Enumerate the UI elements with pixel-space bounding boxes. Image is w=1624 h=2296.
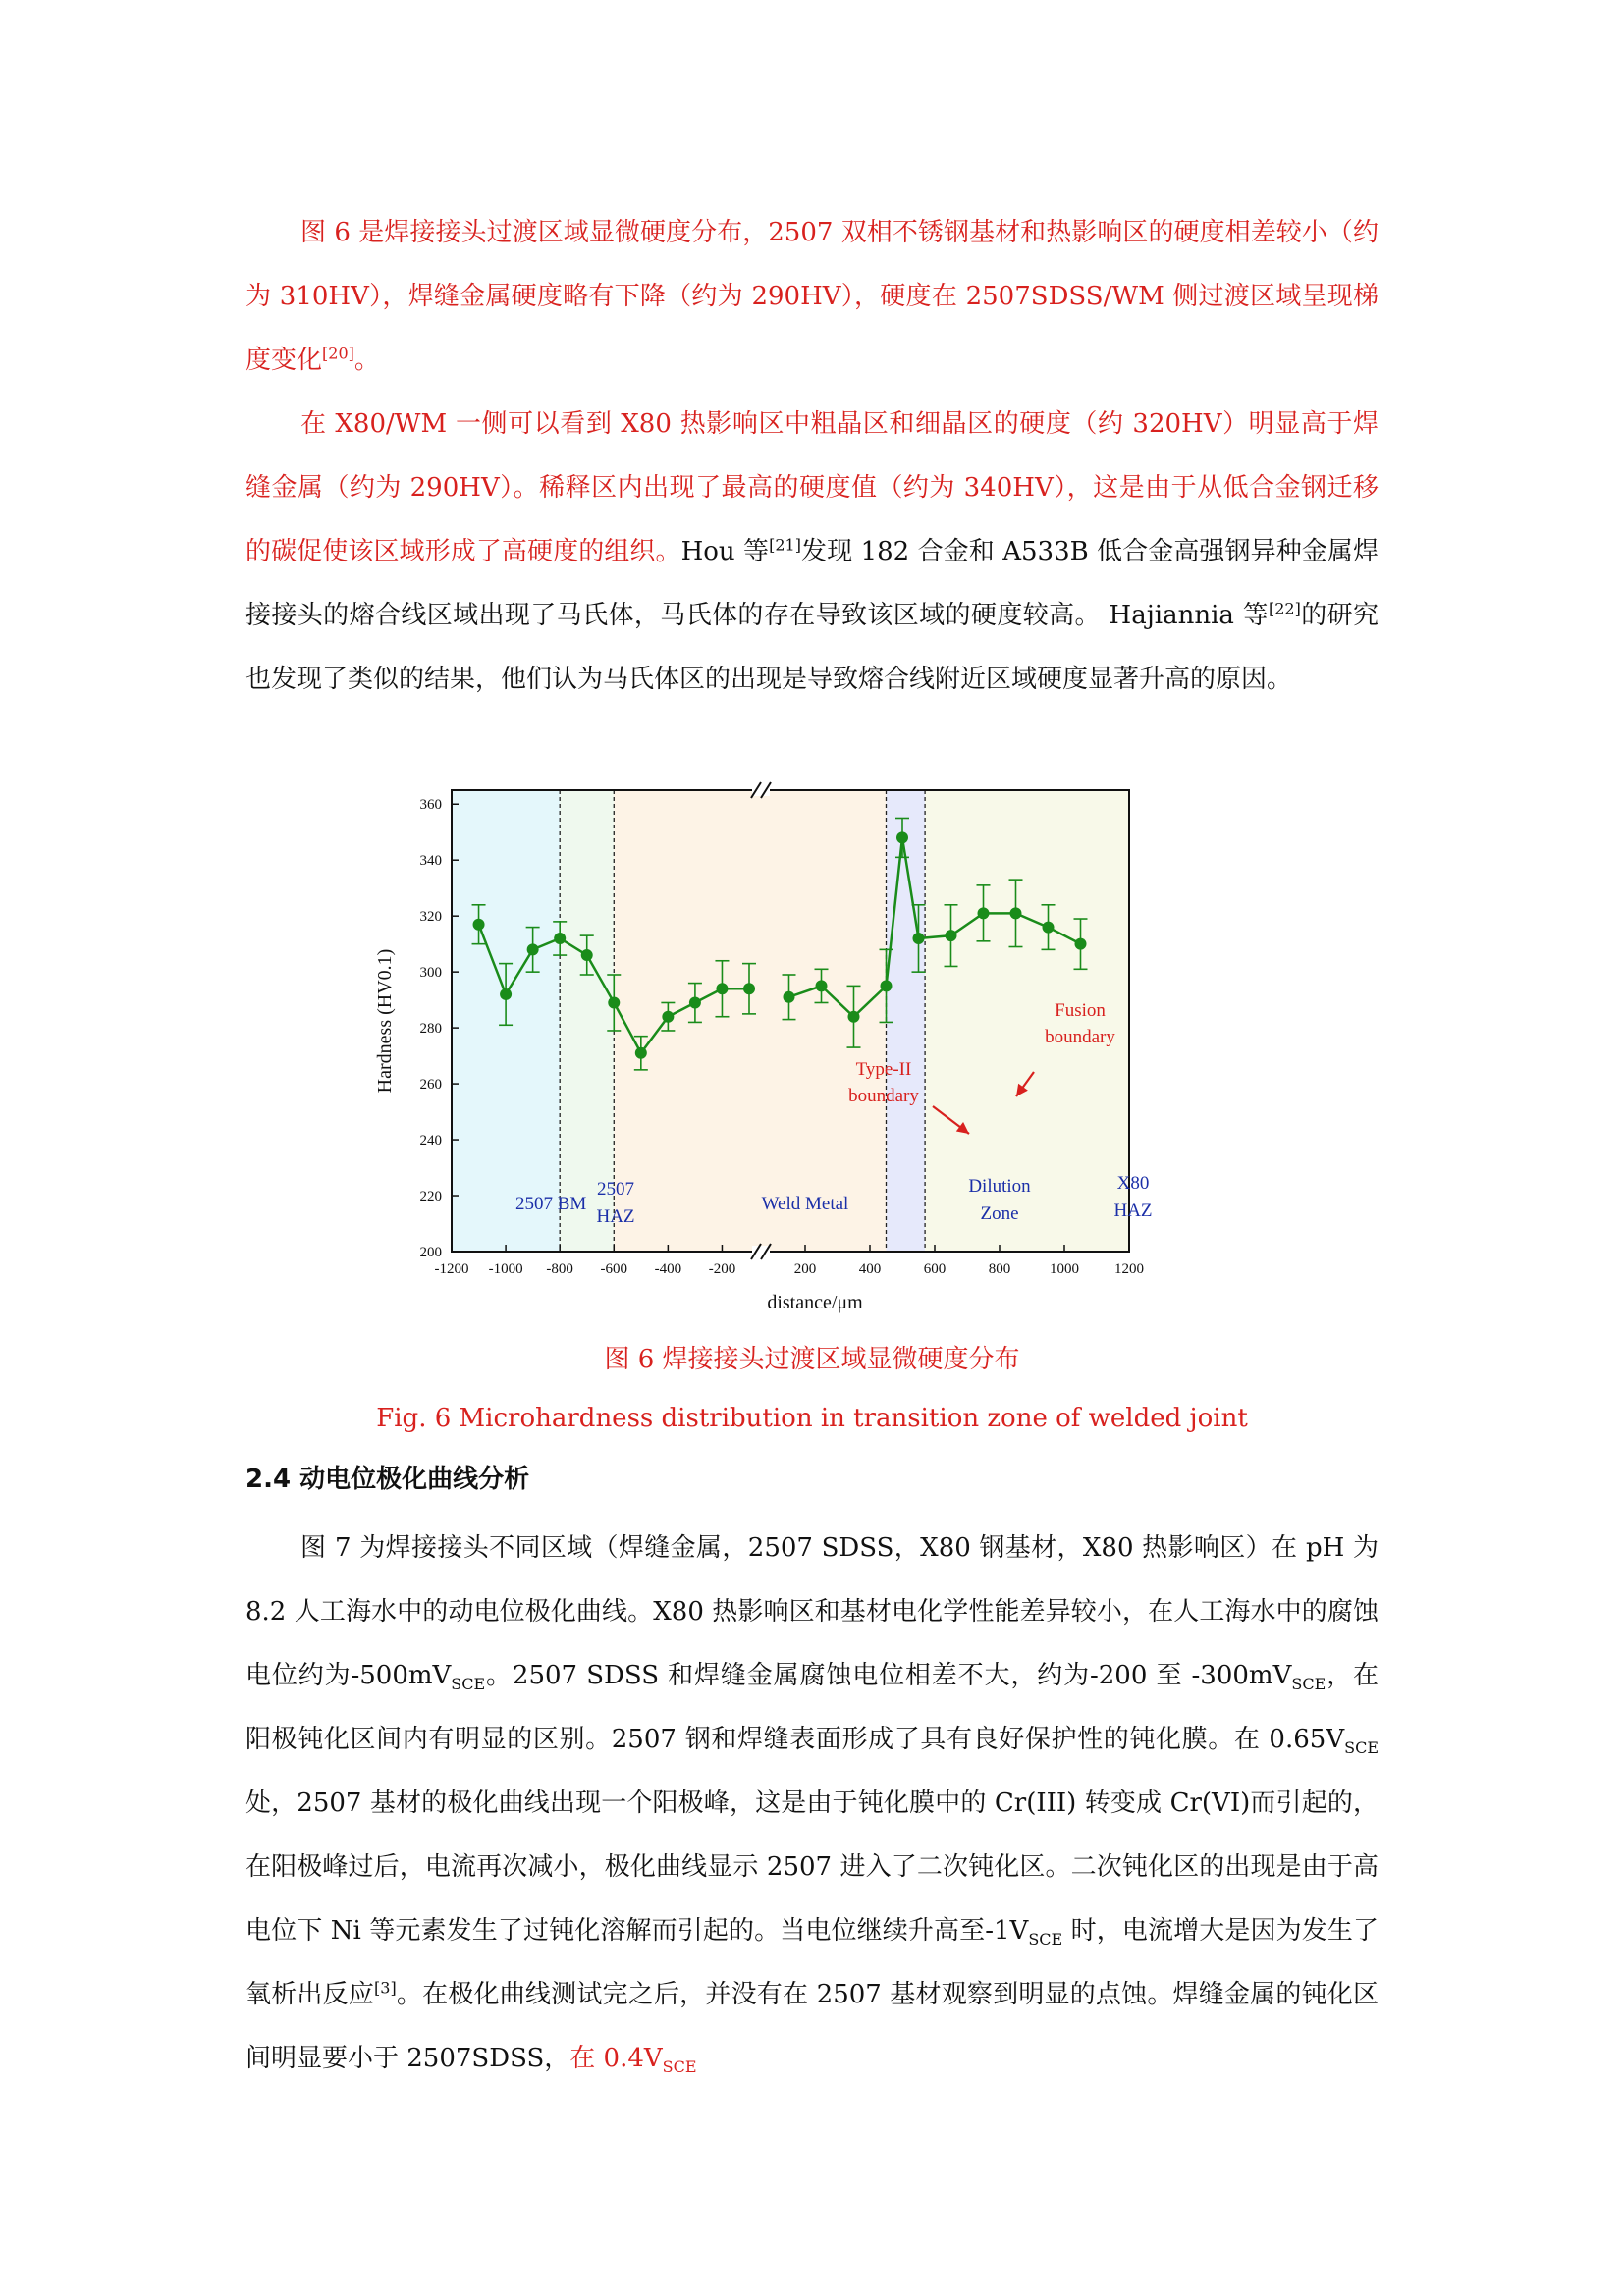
x-tick-label: -400: [654, 1261, 682, 1277]
x-tick-label: -800: [546, 1261, 573, 1277]
data-point: [816, 980, 828, 991]
data-point: [1043, 922, 1055, 934]
x-tick-label: 600: [923, 1261, 947, 1277]
data-point: [635, 1047, 647, 1059]
y-tick-label: 220: [419, 1189, 442, 1205]
text-segment: ，在阳极钝化区间内有明显的区别。2507 钢和焊缝表面形成了具有良好保护性的钝化膜。在 0.65V: [245, 1661, 1379, 1754]
section-heading: 2.4 动电位极化曲线分析: [245, 1465, 530, 1494]
paragraph-1: [245, 201, 1379, 393]
region-band: [614, 790, 886, 1252]
data-point: [784, 991, 795, 1003]
text-segment: 。2507 SDSS 和焊缝金属腐蚀电位相差不大，约为-200 至 -300mV: [485, 1661, 1292, 1690]
text-segment: [20]: [322, 344, 354, 363]
data-point: [662, 1011, 674, 1023]
y-tick-label: 360: [419, 797, 442, 814]
text-segment: 的研究也发现了类似的结果，他们认为马氏体区的出现是导致熔合线附近区域硬度显著升高的原因。: [245, 601, 1379, 694]
text-segment: Hou 等: [680, 537, 770, 566]
text-segment: SCE: [451, 1675, 486, 1694]
figure-caption-cn: 图 6 焊接接头过渡区域显微硬度分布: [604, 1345, 1020, 1374]
region-label: Zone: [980, 1203, 1019, 1224]
y-tick-label: 340: [419, 853, 442, 870]
paragraph-2: [245, 393, 1379, 712]
data-point: [473, 919, 485, 931]
y-tick-label: 280: [419, 1021, 442, 1038]
text-segment: 在 0.4V: [569, 2044, 663, 2073]
text-segment: [3]: [374, 1978, 397, 1998]
data-point: [946, 930, 957, 941]
y-axis-label: Hardness (HV0.1): [374, 948, 396, 1094]
data-point: [689, 996, 701, 1008]
annotation-label: boundary: [1045, 1027, 1115, 1047]
y-tick-label: 320: [419, 909, 442, 926]
data-point: [500, 988, 512, 1000]
data-point: [848, 1011, 860, 1023]
axis-break-gap: [752, 1246, 770, 1257]
x-tick-label: 800: [988, 1261, 1011, 1277]
text-segment: SCE: [1291, 1675, 1326, 1694]
text-segment: SCE: [1028, 1930, 1063, 1949]
axis-break-gap: [752, 784, 770, 796]
data-point: [554, 933, 566, 944]
data-point: [881, 980, 893, 991]
text-segment: 。在极化曲线测试完之后，并没有在 2507 基材观察到明显的点蚀。焊缝金属的钝化区间明显要小于 2507SDSS，: [245, 1980, 1379, 2073]
text-segment: 图 7 为焊接接头不同区域（焊缝金属，2507 SDSS，X80 钢基材，X80 热影响区）在 pH 为 8.2 人工海水中的动电位极化曲线。X80 热影响区和基材电化学性能差异较小，在人工海水中的腐蚀电位约为-500mV: [245, 1533, 1379, 1690]
y-tick-label: 300: [419, 965, 442, 982]
x-tick-label: -1000: [488, 1261, 523, 1277]
text-segment: 图 6 是焊接接头过渡区域显微硬度分布，2507 双相不锈钢基材和热影响区的硬度相差较小（约为 310HV），焊缝金属硬度略有下降（约为 290HV），硬度在 2507SDSS/WM 侧过渡区域呈现梯度变化: [245, 218, 1379, 375]
text-segment: 处，2507 基材的极化曲线出现一个阳极峰，这是由于钝化膜中的 Cr(III) 转变成 Cr(VI)而引起的，在阳极峰过后，电流再次减小，极化曲线显示 2507 进入了二次钝化区。二次钝化区的出现是由于高电位下 Ni 等元素发生了过钝化溶解而引起的。当电位继续升高至-1V: [245, 1789, 1379, 1946]
text-segment: 在 X80/WM 一侧可以看到 X80 热影响区中粗晶区和细晶区的硬度（约 320HV）明显高于焊缝金属（约为 290HV）。稀释区内出现了最高的硬度值（约为 340HV），这是由于从低合金钢迁移的碳促使该区域形成了高硬度的组织。: [245, 409, 1379, 566]
data-point: [743, 983, 755, 994]
region-label: 2507: [597, 1179, 634, 1200]
x-tick-label: -200: [708, 1261, 736, 1277]
data-point: [913, 933, 925, 944]
x-tick-label: 400: [858, 1261, 882, 1277]
x-tick-label: 1000: [1050, 1261, 1079, 1277]
text-segment: 。: [353, 346, 380, 375]
data-point: [581, 949, 593, 961]
data-point: [608, 996, 620, 1008]
text-segment: 发现 182 合金和 A533B 低合金高强钢异种金属焊接接头的熔合线区域出现了马氏体，马氏体的存在导致该区域的硬度较高。 Hajiannia 等: [245, 537, 1379, 630]
y-tick-label: 240: [419, 1133, 442, 1149]
region-label: Dilution: [968, 1176, 1031, 1197]
data-point: [896, 831, 908, 843]
region-label: X80: [1116, 1173, 1150, 1194]
x-tick-label: 200: [793, 1261, 817, 1277]
x-tick-label: -1200: [434, 1261, 469, 1277]
annotation-label: Type-II: [855, 1059, 912, 1080]
paragraph-3: [245, 1517, 1379, 2091]
annotation-label: Fusion: [1055, 1000, 1106, 1021]
x-axis-label: distance/μm: [767, 1292, 863, 1313]
text-segment: SCE: [1344, 1738, 1379, 1758]
data-point: [527, 943, 539, 955]
annotation-label: boundary: [848, 1086, 919, 1106]
region-label: 2507 BM: [515, 1194, 587, 1214]
y-tick-label: 260: [419, 1077, 442, 1094]
x-tick-label: -600: [600, 1261, 628, 1277]
region-label: HAZ: [596, 1206, 635, 1227]
region-label: Weld Metal: [761, 1194, 849, 1214]
figure-caption-en: Fig. 6 Microhardness distribution in transition zone of welded joint: [376, 1404, 1248, 1433]
data-point: [716, 983, 728, 994]
text-segment: [22]: [1268, 599, 1301, 618]
x-tick-label: 1200: [1114, 1261, 1144, 1277]
region-label: HAZ: [1113, 1201, 1153, 1221]
data-point: [1010, 907, 1022, 919]
text-segment: [21]: [769, 535, 801, 555]
text-segment: 时，电流增大是因为发生了氧析出反应: [245, 1916, 1380, 2009]
data-point: [1075, 938, 1087, 950]
hardness-chart: [353, 780, 1267, 1330]
text-segment: SCE: [662, 2057, 697, 2077]
data-point: [978, 907, 990, 919]
y-tick-label: 200: [419, 1245, 442, 1260]
